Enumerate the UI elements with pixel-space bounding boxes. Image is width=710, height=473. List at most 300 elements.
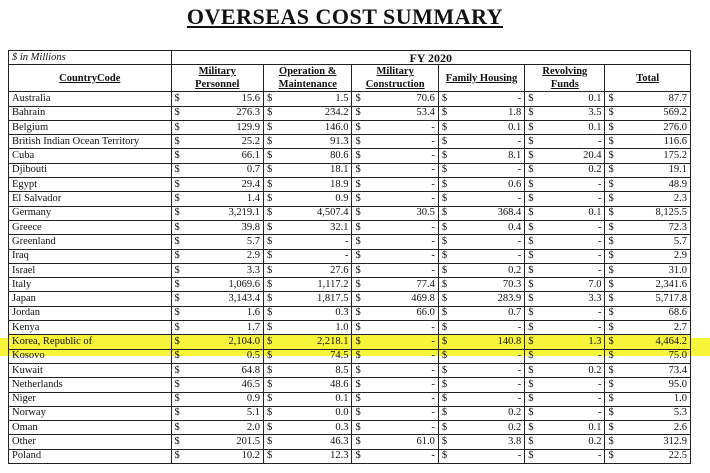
- table-row: [9, 421, 691, 435]
- cell-military-construction: -: [364, 449, 438, 463]
- cell-currency-symbol: $: [525, 335, 537, 349]
- cell-military-construction: -: [364, 335, 438, 349]
- cell-military-personnel: 5.7: [183, 235, 263, 249]
- cell-military-construction: -: [364, 192, 438, 206]
- cell-military-construction: -: [364, 406, 438, 420]
- cell-country: Greenland: [9, 235, 172, 249]
- header-row-columns: [9, 65, 691, 92]
- cell-currency-symbol: $: [171, 306, 183, 320]
- cell-currency-symbol: $: [438, 278, 450, 292]
- cell-currency-symbol: $: [438, 363, 450, 377]
- cell-country: Egypt: [9, 178, 172, 192]
- cell-operation-maintenance: 8.5: [276, 363, 352, 377]
- cell-currency-symbol: $: [605, 106, 617, 120]
- cell-currency-symbol: $: [438, 406, 450, 420]
- cell-total: 75.0: [617, 349, 690, 363]
- cell-revolving-funds: -: [537, 192, 605, 206]
- table-row: [9, 106, 691, 120]
- cell-currency-symbol: $: [525, 306, 537, 320]
- cell-currency-symbol: $: [605, 421, 617, 435]
- cell-currency-symbol: $: [264, 92, 276, 106]
- cell-currency-symbol: $: [438, 335, 450, 349]
- cell-currency-symbol: $: [352, 249, 364, 263]
- cell-currency-symbol: $: [264, 249, 276, 263]
- cell-operation-maintenance: 46.3: [276, 435, 352, 449]
- cell-revolving-funds: -: [537, 263, 605, 277]
- cell-currency-symbol: $: [525, 321, 537, 335]
- cell-operation-maintenance: 0.0: [276, 406, 352, 420]
- cell-country: Djibouti: [9, 163, 172, 177]
- table-row: [9, 192, 691, 206]
- cell-country: Jordan: [9, 306, 172, 320]
- cell-military-personnel: 2.0: [183, 421, 263, 435]
- cell-currency-symbol: $: [605, 92, 617, 106]
- table-row: [9, 220, 691, 234]
- cell-currency-symbol: $: [171, 406, 183, 420]
- cell-currency-symbol: $: [438, 106, 450, 120]
- table-row: [9, 178, 691, 192]
- table-row: [9, 278, 691, 292]
- cell-currency-symbol: $: [605, 449, 617, 463]
- cell-currency-symbol: $: [171, 292, 183, 306]
- cell-currency-symbol: $: [438, 421, 450, 435]
- cell-military-construction: -: [364, 349, 438, 363]
- cell-revolving-funds: -: [537, 306, 605, 320]
- cell-military-construction: 469.8: [364, 292, 438, 306]
- cell-currency-symbol: $: [352, 106, 364, 120]
- cell-currency-symbol: $: [171, 278, 183, 292]
- cell-currency-symbol: $: [605, 178, 617, 192]
- table-row: [9, 363, 691, 377]
- cell-revolving-funds: 0.1: [537, 421, 605, 435]
- cell-currency-symbol: $: [171, 435, 183, 449]
- cell-country: Italy: [9, 278, 172, 292]
- cell-currency-symbol: $: [171, 135, 183, 149]
- table-row: [9, 249, 691, 263]
- cell-total: 73.4: [617, 363, 690, 377]
- cell-currency-symbol: $: [352, 421, 364, 435]
- cell-currency-symbol: $: [264, 321, 276, 335]
- cell-operation-maintenance: 0.1: [276, 392, 352, 406]
- cell-currency-symbol: $: [352, 435, 364, 449]
- cell-military-personnel: 276.3: [183, 106, 263, 120]
- cell-family-housing: -: [451, 235, 525, 249]
- cell-currency-symbol: $: [264, 263, 276, 277]
- table-row: [9, 149, 691, 163]
- cell-military-construction: 61.0: [364, 435, 438, 449]
- cell-revolving-funds: -: [537, 378, 605, 392]
- cell-currency-symbol: $: [438, 178, 450, 192]
- cell-currency-symbol: $: [352, 321, 364, 335]
- cell-operation-maintenance: 18.1: [276, 163, 352, 177]
- cell-currency-symbol: $: [264, 378, 276, 392]
- cell-currency-symbol: $: [525, 349, 537, 363]
- cell-total: 5,717.8: [617, 292, 690, 306]
- cell-military-personnel: 46.5: [183, 378, 263, 392]
- table-row: [9, 335, 691, 349]
- cell-currency-symbol: $: [171, 349, 183, 363]
- cell-revolving-funds: 0.2: [537, 163, 605, 177]
- cell-military-construction: -: [364, 178, 438, 192]
- cell-currency-symbol: $: [171, 363, 183, 377]
- cell-currency-symbol: $: [352, 306, 364, 320]
- cell-currency-symbol: $: [264, 149, 276, 163]
- cell-currency-symbol: $: [264, 278, 276, 292]
- cell-military-construction: -: [364, 421, 438, 435]
- cell-family-housing: -: [451, 363, 525, 377]
- cell-currency-symbol: $: [171, 163, 183, 177]
- cell-currency-symbol: $: [525, 106, 537, 120]
- cell-currency-symbol: $: [525, 392, 537, 406]
- cell-family-housing: 0.7: [451, 306, 525, 320]
- cell-military-personnel: 5.1: [183, 406, 263, 420]
- cell-family-housing: -: [451, 378, 525, 392]
- cell-currency-symbol: $: [438, 249, 450, 263]
- cell-family-housing: 8.1: [451, 149, 525, 163]
- cell-country: Norway: [9, 406, 172, 420]
- cell-total: 95.0: [617, 378, 690, 392]
- cell-currency-symbol: $: [264, 220, 276, 234]
- table-row: [9, 235, 691, 249]
- cell-currency-symbol: $: [605, 349, 617, 363]
- cell-currency-symbol: $: [438, 206, 450, 220]
- cell-military-personnel: 29.4: [183, 178, 263, 192]
- cell-country: Germany: [9, 206, 172, 220]
- cell-revolving-funds: 0.1: [537, 206, 605, 220]
- column-header-operation-maintenance: Operation & Maintenance: [264, 65, 352, 92]
- cell-currency-symbol: $: [438, 92, 450, 106]
- cell-currency-symbol: $: [171, 378, 183, 392]
- cell-military-construction: -: [364, 363, 438, 377]
- cell-operation-maintenance: 146.0: [276, 120, 352, 134]
- cell-currency-symbol: $: [605, 292, 617, 306]
- cell-currency-symbol: $: [264, 135, 276, 149]
- cell-operation-maintenance: 4,507.4: [276, 206, 352, 220]
- table-row: [9, 92, 691, 106]
- cell-military-construction: -: [364, 120, 438, 134]
- cell-currency-symbol: $: [264, 206, 276, 220]
- cell-military-construction: 53.4: [364, 106, 438, 120]
- cell-country: Kosovo: [9, 349, 172, 363]
- cell-currency-symbol: $: [525, 135, 537, 149]
- cell-revolving-funds: -: [537, 235, 605, 249]
- cell-currency-symbol: $: [438, 378, 450, 392]
- cell-revolving-funds: 20.4: [537, 149, 605, 163]
- cell-currency-symbol: $: [525, 363, 537, 377]
- cell-currency-symbol: $: [171, 392, 183, 406]
- table-row: [9, 135, 691, 149]
- cell-total: 72.3: [617, 220, 690, 234]
- cell-family-housing: -: [451, 321, 525, 335]
- table-row: [9, 449, 691, 463]
- cell-currency-symbol: $: [438, 220, 450, 234]
- column-header-country: CountryCode: [9, 65, 172, 92]
- cell-currency-symbol: $: [171, 421, 183, 435]
- table-row: [9, 392, 691, 406]
- cell-operation-maintenance: -: [276, 249, 352, 263]
- cell-operation-maintenance: 18.9: [276, 178, 352, 192]
- cell-currency-symbol: $: [525, 163, 537, 177]
- cell-revolving-funds: 3.3: [537, 292, 605, 306]
- cell-operation-maintenance: 234.2: [276, 106, 352, 120]
- cell-currency-symbol: $: [264, 106, 276, 120]
- cell-currency-symbol: $: [525, 220, 537, 234]
- cell-country: Cuba: [9, 149, 172, 163]
- cell-country: British Indian Ocean Territory: [9, 135, 172, 149]
- cell-currency-symbol: $: [525, 378, 537, 392]
- table-row: [9, 349, 691, 363]
- cell-military-construction: 30.5: [364, 206, 438, 220]
- cell-currency-symbol: $: [525, 192, 537, 206]
- cell-currency-symbol: $: [171, 149, 183, 163]
- cell-family-housing: 70.3: [451, 278, 525, 292]
- cell-family-housing: 0.2: [451, 406, 525, 420]
- cell-operation-maintenance: 0.3: [276, 306, 352, 320]
- cell-revolving-funds: -: [537, 249, 605, 263]
- table-row: [9, 321, 691, 335]
- cell-operation-maintenance: 2,218.1: [276, 335, 352, 349]
- column-header-total: Total: [605, 65, 691, 92]
- cell-total: 22.5: [617, 449, 690, 463]
- cell-currency-symbol: $: [438, 435, 450, 449]
- table-row: [9, 163, 691, 177]
- cell-currency-symbol: $: [438, 192, 450, 206]
- cell-military-personnel: 25.2: [183, 135, 263, 149]
- cell-country: Kuwait: [9, 363, 172, 377]
- cell-military-construction: 77.4: [364, 278, 438, 292]
- cell-military-personnel: 66.1: [183, 149, 263, 163]
- cell-military-personnel: 1.4: [183, 192, 263, 206]
- cell-total: 4,464.2: [617, 335, 690, 349]
- cell-currency-symbol: $: [525, 421, 537, 435]
- cell-currency-symbol: $: [171, 235, 183, 249]
- cell-currency-symbol: $: [171, 263, 183, 277]
- cell-revolving-funds: 0.1: [537, 92, 605, 106]
- cell-currency-symbol: $: [171, 449, 183, 463]
- cell-total: 276.0: [617, 120, 690, 134]
- cell-military-construction: 70.6: [364, 92, 438, 106]
- cell-family-housing: 0.2: [451, 263, 525, 277]
- cell-military-personnel: 15.6: [183, 92, 263, 106]
- cell-total: 2.9: [617, 249, 690, 263]
- cell-operation-maintenance: 1,817.5: [276, 292, 352, 306]
- cost-table: [8, 50, 691, 464]
- cell-military-construction: -: [364, 378, 438, 392]
- cell-currency-symbol: $: [352, 149, 364, 163]
- cell-currency-symbol: $: [525, 449, 537, 463]
- cell-currency-symbol: $: [352, 206, 364, 220]
- cell-total: 5.3: [617, 406, 690, 420]
- cell-currency-symbol: $: [264, 292, 276, 306]
- cell-currency-symbol: $: [525, 263, 537, 277]
- cell-currency-symbol: $: [171, 92, 183, 106]
- cell-military-construction: -: [364, 321, 438, 335]
- cell-family-housing: 368.4: [451, 206, 525, 220]
- cell-revolving-funds: -: [537, 349, 605, 363]
- cell-family-housing: 1.8: [451, 106, 525, 120]
- cell-country: Greece: [9, 220, 172, 234]
- cell-military-personnel: 0.5: [183, 349, 263, 363]
- cell-currency-symbol: $: [264, 435, 276, 449]
- cell-revolving-funds: -: [537, 220, 605, 234]
- cell-country: Belgium: [9, 120, 172, 134]
- cell-currency-symbol: $: [264, 406, 276, 420]
- cell-country: El Salvador: [9, 192, 172, 206]
- cell-operation-maintenance: 1,117.2: [276, 278, 352, 292]
- cell-currency-symbol: $: [438, 306, 450, 320]
- cell-currency-symbol: $: [352, 220, 364, 234]
- cell-country: Australia: [9, 92, 172, 106]
- cell-total: 19.1: [617, 163, 690, 177]
- column-header-revolving-funds: Revolving Funds: [525, 65, 605, 92]
- cell-currency-symbol: $: [171, 249, 183, 263]
- cell-currency-symbol: $: [525, 249, 537, 263]
- cell-country: Poland: [9, 449, 172, 463]
- cell-currency-symbol: $: [605, 335, 617, 349]
- cell-currency-symbol: $: [264, 163, 276, 177]
- cell-military-personnel: 64.8: [183, 363, 263, 377]
- cell-country: Oman: [9, 421, 172, 435]
- cell-family-housing: -: [451, 249, 525, 263]
- cell-currency-symbol: $: [264, 192, 276, 206]
- cell-total: 8,125.5: [617, 206, 690, 220]
- cell-military-personnel: 2.9: [183, 249, 263, 263]
- cell-military-personnel: 1.7: [183, 321, 263, 335]
- cell-currency-symbol: $: [171, 178, 183, 192]
- table-row: [9, 378, 691, 392]
- cell-military-construction: -: [364, 263, 438, 277]
- cell-currency-symbol: $: [171, 106, 183, 120]
- cell-currency-symbol: $: [352, 449, 364, 463]
- cell-operation-maintenance: 1.0: [276, 321, 352, 335]
- cell-currency-symbol: $: [438, 163, 450, 177]
- column-header-military-construction: Military Construction: [352, 65, 438, 92]
- cell-currency-symbol: $: [264, 120, 276, 134]
- cell-revolving-funds: -: [537, 178, 605, 192]
- cell-military-construction: -: [364, 235, 438, 249]
- cell-currency-symbol: $: [264, 449, 276, 463]
- cell-country: Israel: [9, 263, 172, 277]
- cell-total: 2.3: [617, 192, 690, 206]
- cell-operation-maintenance: 91.3: [276, 135, 352, 149]
- cell-military-construction: -: [364, 220, 438, 234]
- cell-currency-symbol: $: [352, 278, 364, 292]
- cell-currency-symbol: $: [525, 149, 537, 163]
- cell-currency-symbol: $: [438, 149, 450, 163]
- cell-total: 2.6: [617, 421, 690, 435]
- cell-currency-symbol: $: [605, 306, 617, 320]
- cell-currency-symbol: $: [605, 378, 617, 392]
- cell-currency-symbol: $: [352, 378, 364, 392]
- cell-currency-symbol: $: [352, 163, 364, 177]
- cell-operation-maintenance: 0.3: [276, 421, 352, 435]
- cell-country: Netherlands: [9, 378, 172, 392]
- cell-currency-symbol: $: [438, 321, 450, 335]
- cell-operation-maintenance: 32.1: [276, 220, 352, 234]
- cell-currency-symbol: $: [525, 178, 537, 192]
- cell-total: 2,341.6: [617, 278, 690, 292]
- cell-total: 2.7: [617, 321, 690, 335]
- cell-total: 31.0: [617, 263, 690, 277]
- cell-currency-symbol: $: [352, 192, 364, 206]
- cell-currency-symbol: $: [605, 263, 617, 277]
- cell-country: Korea, Republic of: [9, 335, 172, 349]
- cell-currency-symbol: $: [605, 220, 617, 234]
- cell-family-housing: -: [451, 392, 525, 406]
- cell-total: 175.2: [617, 149, 690, 163]
- table-row: [9, 292, 691, 306]
- cell-operation-maintenance: 27.6: [276, 263, 352, 277]
- cell-currency-symbol: $: [525, 235, 537, 249]
- cell-military-personnel: 10.2: [183, 449, 263, 463]
- cell-currency-symbol: $: [264, 235, 276, 249]
- cell-total: 1.0: [617, 392, 690, 406]
- cell-currency-symbol: $: [352, 406, 364, 420]
- cell-currency-symbol: $: [352, 178, 364, 192]
- fiscal-year-header: FY 2020: [171, 51, 691, 65]
- cell-military-personnel: 3.3: [183, 263, 263, 277]
- cell-currency-symbol: $: [605, 135, 617, 149]
- cell-currency-symbol: $: [525, 92, 537, 106]
- cell-military-construction: -: [364, 149, 438, 163]
- cell-total: 87.7: [617, 92, 690, 106]
- cell-total: 48.9: [617, 178, 690, 192]
- cell-operation-maintenance: 74.5: [276, 349, 352, 363]
- cell-revolving-funds: 0.2: [537, 435, 605, 449]
- cell-currency-symbol: $: [438, 120, 450, 134]
- cell-family-housing: 0.6: [451, 178, 525, 192]
- cell-military-personnel: 1.6: [183, 306, 263, 320]
- cell-currency-symbol: $: [264, 363, 276, 377]
- cell-military-construction: -: [364, 163, 438, 177]
- cell-country: Bahrain: [9, 106, 172, 120]
- cell-total: 116.6: [617, 135, 690, 149]
- cell-currency-symbol: $: [352, 135, 364, 149]
- cell-currency-symbol: $: [352, 120, 364, 134]
- cell-country: Niger: [9, 392, 172, 406]
- cell-operation-maintenance: -: [276, 235, 352, 249]
- cell-currency-symbol: $: [171, 120, 183, 134]
- cell-revolving-funds: -: [537, 135, 605, 149]
- cell-currency-symbol: $: [605, 149, 617, 163]
- table-row: [9, 435, 691, 449]
- cell-currency-symbol: $: [438, 135, 450, 149]
- cell-revolving-funds: -: [537, 392, 605, 406]
- cell-military-personnel: 2,104.0: [183, 335, 263, 349]
- cell-family-housing: -: [451, 192, 525, 206]
- cell-family-housing: 283.9: [451, 292, 525, 306]
- cell-currency-symbol: $: [352, 292, 364, 306]
- cell-currency-symbol: $: [352, 263, 364, 277]
- cell-currency-symbol: $: [171, 220, 183, 234]
- cell-currency-symbol: $: [352, 363, 364, 377]
- cell-revolving-funds: -: [537, 321, 605, 335]
- cell-family-housing: 0.4: [451, 220, 525, 234]
- cell-currency-symbol: $: [525, 435, 537, 449]
- cell-currency-symbol: $: [171, 335, 183, 349]
- cell-military-construction: 66.0: [364, 306, 438, 320]
- cell-currency-symbol: $: [525, 406, 537, 420]
- cell-revolving-funds: 1.3: [537, 335, 605, 349]
- cell-military-personnel: 201.5: [183, 435, 263, 449]
- units-label: $ in Millions: [9, 51, 172, 65]
- cell-currency-symbol: $: [525, 278, 537, 292]
- cell-currency-symbol: $: [352, 392, 364, 406]
- cell-currency-symbol: $: [264, 349, 276, 363]
- cell-military-personnel: 0.9: [183, 392, 263, 406]
- cell-currency-symbol: $: [264, 421, 276, 435]
- cell-family-housing: -: [451, 92, 525, 106]
